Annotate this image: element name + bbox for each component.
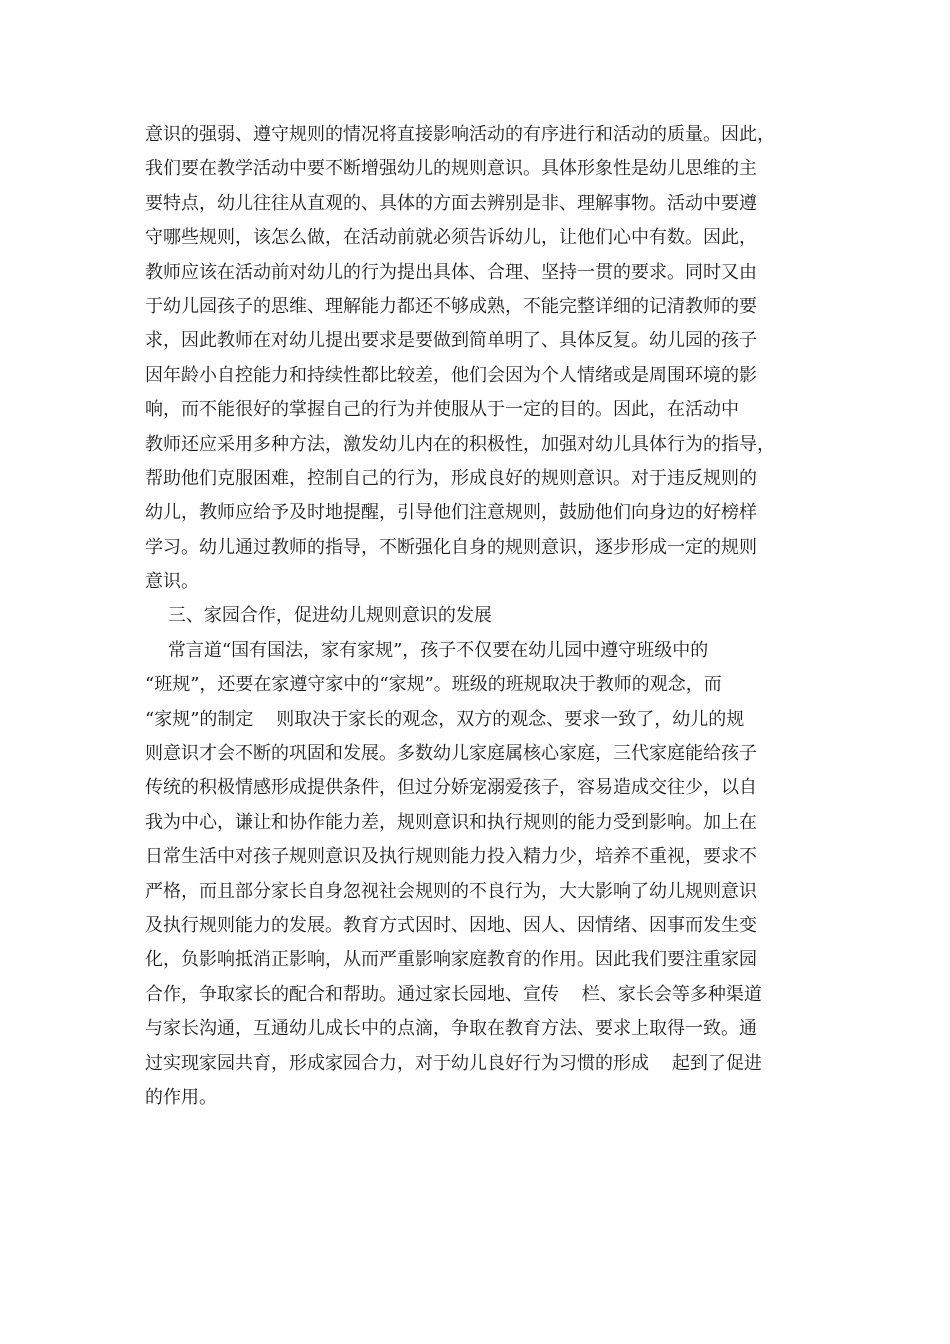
text-line: “班规”，还要在家遵守家中的“家规”。班级的班规取决于教师的观念，而: [145, 674, 722, 696]
text-line: 与家长沟通，互通幼儿成长中的点滴，争取在教育方法、要求上取得一致。通: [145, 1018, 757, 1040]
text-line: 教师应该在活动前对幼儿的行为提出具体、合理、坚持一贯的要求。同时又由: [145, 261, 757, 283]
text-line: 及执行规则能力的发展。教育方式因时、因地、因人、因情绪、因事而发生变: [145, 914, 757, 936]
text-line: 帮助他们克服困难，控制自己的行为，形成良好的规则意识。对于违反规则的: [145, 467, 757, 489]
text-line: 则意识才会不断的巩固和发展。多数幼儿家庭属核心家庭，三代家庭能给孩子: [145, 743, 757, 765]
text-line: 幼儿，教师应给予及时地提醒，引导他们注意规则，鼓励他们向身边的好榜样: [145, 502, 757, 524]
text-line: 过实现家园共育，形成家园合力，对于幼儿良好行为习惯的形成 起到了促进: [145, 1052, 762, 1074]
text-line: 三、家园合作，促进幼儿规则意识的发展: [145, 605, 492, 627]
text-line: 我为中心，谦让和协作能力差，规则意识和执行规则的能力受到影响。加上在: [145, 811, 757, 833]
text-line: 合作，争取家长的配合和帮助。通过家长园地、宣传 栏、家长会等多种渠道: [145, 983, 762, 1005]
text-line: 于幼儿园孩子的思维、理解能力都还不够成熟，不能完整详细的记清教师的要: [145, 295, 757, 317]
text-line: 传统的积极情感形成提供条件，但过分娇宠溺爱孩子，容易造成交往少，以自: [145, 777, 757, 799]
text-line: 学习。幼儿通过教师的指导，不断强化自身的规则意识，逐步形成一定的规则: [145, 536, 757, 558]
text-line: 意识的强弱、遵守规则的情况将直接影响活动的有序进行和活动的质量。因此，: [145, 124, 775, 145]
text-line: 严格，而且部分家长自身忽视社会规则的不良行为，大大影响了幼儿规则意识: [145, 880, 757, 902]
text-line: 要特点，幼儿往往从直观的、具体的方面去辨别是非、理解事物。活动中要遵: [145, 192, 757, 214]
body-text: [145, 118, 825, 1115]
text-line: 响，而不能很好的掌握自己的行为并使服从于一定的目的。因此，在活动中: [145, 399, 739, 421]
text-line: 常言道“国有国法，家有家规”，孩子不仅要在幼儿园中遵守班级中的: [145, 639, 709, 661]
text-line: 意识。: [145, 571, 199, 593]
text-line: 化，负影响抵消正影响，从而严重影响家庭教育的作用。因此我们要注重家园: [145, 949, 757, 971]
text-line: 的作用。: [145, 1086, 217, 1108]
text-line: 教师还应采用多种方法，激发幼儿内在的积极性，加强对幼儿具体行为的指导，: [145, 433, 775, 455]
text-line: “家规”的制定 则取决于家长的观念，双方的观念、要求一致了，幼儿的规: [145, 708, 745, 730]
text-line: 日常生活中对孩子规则意识及执行规则能力投入精力少，培养不重视，要求不: [145, 846, 757, 868]
text-line: 守哪些规则，该怎么做，在活动前就必须告诉幼儿，让他们心中有数。因此，: [145, 227, 757, 249]
text-line: 因年龄小自控能力和持续性都比较差，他们会因为个人情绪或是周围环境的影: [145, 364, 757, 386]
text-line: 求，因此教师在对幼儿提出要求是要做到简单明了、具体反复。幼儿园的孩子: [145, 330, 757, 352]
text-line: 我们要在教学活动中要不断增强幼儿的规则意识。具体形象性是幼儿思维的主: [145, 158, 757, 180]
